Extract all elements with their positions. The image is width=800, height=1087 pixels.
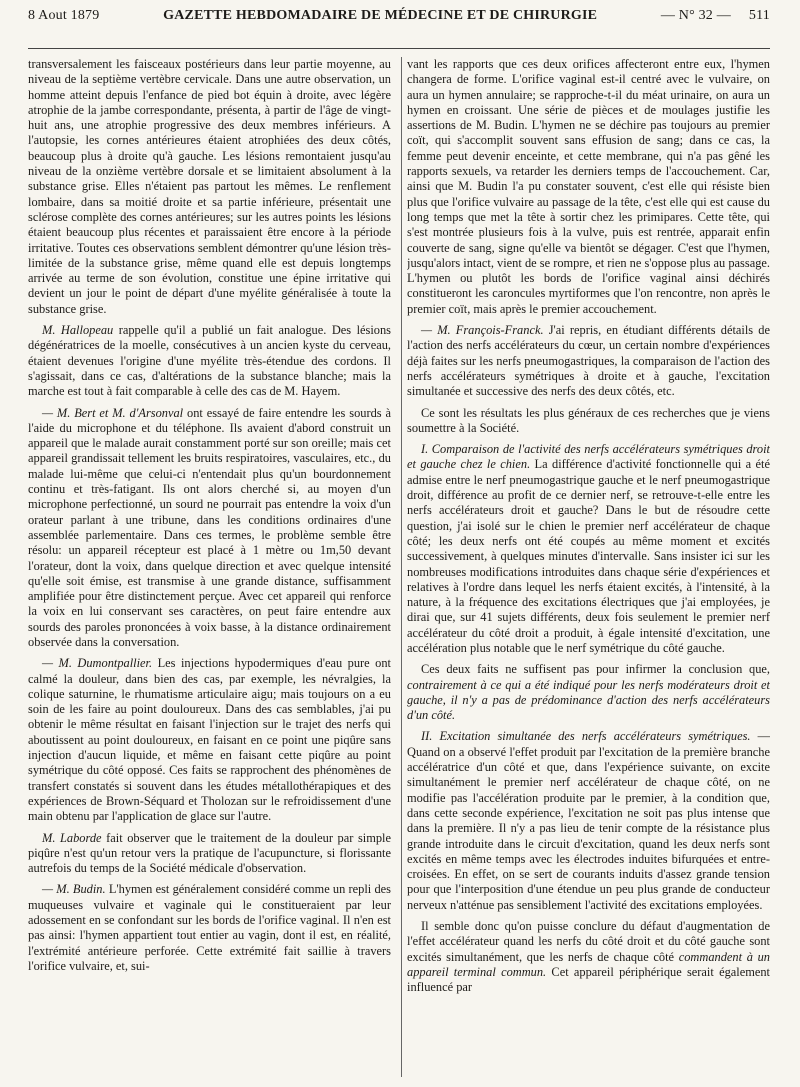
section-heading: I. Comparaison de l'activité des nerfs accélérateurs symétriques droit et gauche chez le chien. xyxy=(407,442,770,472)
paragraph xyxy=(28,831,391,877)
page-number: 511 xyxy=(748,8,770,23)
paragraph-text: rappelle qu'il a publié un fait analogue. Des lésions dégénératrices de la moelle, consécutives à un ancien kyste du cerveau, étaient devenues l'origine d'une myélite très-étendue des cordons. Il s'agissait, dans ce cas, d'altérations de la substance blanche; mais la marche est tout à fait comparable à celle des cas de M. Hayem. xyxy=(28,323,391,399)
paragraph-text: ont essayé de faire entendre les sourds à l'aide du microphone et du téléphone. Ils avaient d'abord construit un appareil que le malade aurait constamment porté sur son oreille; mais cet appareil grandissait tellement les bruits respiratoires, vasculaires, etc., du malade lui-même que celui-ci n'entendait plus qu'un bourdonnement continu et très-fatigant. Ils ont alors cherché si, au moyen d'un microphone perfectionné, un sourd ne pourrait pas entendre la voix d'un orateur parlant à une tribune, dans les conditions ordinaires d'une assemblée parlementaire. Dans ces termes, le problème semble être résolu: un appareil récepteur est placé à 1 mètre ou 1m,50 devant l'orateur, dont la voix, dans quelque direction et avec quelque intensité qu'elle soit émise, est transmise à une grande distance, suffisamment amplifiée pour être distinctement perçue. Avec cet appareil qui renforce la voix en lui conservant ses caractères, on peut faire entendre aux sourds des paroles prononcées à voix basse, à la distance ordinairement observée dans la conversation. xyxy=(28,405,391,649)
speaker-name: — M. Bert et M. d'Arsonval xyxy=(42,405,184,420)
journal-title: GAZETTE HEBDOMADAIRE DE MÉDECINE ET DE CHIRURGIE xyxy=(163,8,598,23)
paragraph xyxy=(407,442,770,656)
paragraph-text: Ces deux faits ne suffisent pas pour infirmer la conclusion que, xyxy=(421,662,770,677)
paragraph-text: Cet appareil périphérique serait également influencé par xyxy=(407,964,770,995)
right-column xyxy=(407,57,770,1082)
section-heading: II. Excitation simultanée des nerfs accélérateurs symétriques. xyxy=(421,729,751,744)
paragraph xyxy=(407,406,770,437)
paragraph xyxy=(28,406,391,651)
speaker-name: — M. Dumontpallier. xyxy=(42,656,153,671)
paragraph-text: J'ai repris, en étudiant différents détails de l'action des nerfs accélérateurs du cœur, un certain nombre d'expériences déjà faites sur les nerfs pneumogastriques, la comparaison de l'action des nerfs accélérateurs symétriques à droite et à gauche, l'excitation simultanée et successive des nerfs des deux côtés, etc. xyxy=(407,323,770,399)
text-columns xyxy=(28,57,770,1082)
issue-date: 8 Aout 1879 xyxy=(28,8,100,23)
paragraph-text: L'hymen est généralement considéré comme un repli des muqueuses vulvaire et vaginale qui le constitueraient par leur adossement en se confondant sur les bords de l'orifice vaginal. Il n'en est pas ainsi: l'hymen appartient tout entier au vagin, dont il est, en réalité, l'extrémité antérieure perforée. Cette extrémité fait saillie à travers l'orifice vulvaire, et, sui- xyxy=(28,882,391,973)
issue-number: — N° 32 — xyxy=(660,8,731,23)
left-column xyxy=(28,57,391,1082)
paragraph-text: transversalement les faisceaux postérieurs dans leur partie moyenne, au niveau de la septième vertèbre cervicale. Dans une autre observation, un homme atteint depuis l'enfance de pied bot équin à droite, avec légère atrophie de la jambe correspondante, présenta, à partir de l'âge de vingt-huit ans, une atrophie progressive des deux membres inférieurs. A l'autopsie, les cornes antérieures étaient atrophiées des deux côtés, beaucoup plus à droite qu'à gauche. Les lésions remontaient jusqu'au niveau de la onzième vertèbre dorsale et se limitaient absolument à la substance grise. Elles n'étaient pas partout les mêmes. Le renflement lombaire, dans sa moitié droite et sa partie inférieure, présentait une sclérose complète des cornes antérieures; sur les autres points les lésions étaient beaucoup plus récentes et paraissaient être encore à la période irritative. Toutes ces observations semblent démontrer qu'une lésion très-limitée de la substance grise, même quand elle est depuis longtemps arrivée au terme de son évolution, constitue une épine irritative qui devient un jour le point de départ d'une myélite généralisée à toute la substance grise. xyxy=(28,57,391,316)
speaker-name: M. Hallopeau xyxy=(42,323,114,338)
emphasized-conclusion: contrairement à ce qui a été indiqué pour les nerfs modérateurs droit et gauche, il n'y a pas de prédominance d'action des nerfs accélérateurs d'un côté. xyxy=(407,677,770,723)
paragraph-text: Ce sont les résultats les plus généraux de ces recherches que je viens soumettre à la Société. xyxy=(407,405,770,435)
running-header xyxy=(28,8,770,49)
paragraph xyxy=(407,919,770,995)
paragraph-text: fait observer que le traitement de la douleur par simple piqûre n'est qu'un retour vers la pratique de l'acupuncture, si florissante autrefois du temps de la Société médicale d'observation. xyxy=(28,830,391,876)
issue-info xyxy=(661,8,770,24)
paragraph-text: Les injections hypodermiques d'eau pure ont calmé la douleur, dans bien des cas, par exemple, les névralgies, la colique saturnine, le rhumatisme articulaire aigu; mais toujours on a eu soin de les faire au point douloureux. Dans des cas semblables, j'ai pu obtenir le même résultat en faisant l'injection sur le trajet des nerfs qui aboutissent au point douloureux, en faisant en ce point une piqûre sans injection d'aucun liquide, et même en faisant cette piqûre au point symétrique du côté opposé. Ces faits se rapprochent des phénomènes de transfert constatés si souvent dans les études métallothérapiques et des expériences de Brown-Séquard et Tholozan sur le refroidissement d'une main obtenu par l'application de glace sur l'autre. xyxy=(28,656,391,824)
paragraph xyxy=(407,57,770,317)
speaker-name: M. Laborde xyxy=(42,830,102,845)
paragraph xyxy=(28,323,391,399)
paragraph xyxy=(28,882,391,974)
column-divider xyxy=(401,57,402,1077)
paragraph xyxy=(407,323,770,399)
emphasized-conclusion: commandent à un appareil terminal commun. xyxy=(407,949,770,979)
paragraph xyxy=(407,662,770,723)
paragraph-text: La différence d'activité fonctionnelle qui a été admise entre le nerf pneumogastrique gauche et le nerf pneumogastrique droit, différence au profit de ce dernier nerf, se retrouve-t-elle entre les nerfs accélérateurs droit et gauche? Dans le but de résoudre cette question, j'ai isolé sur le chien le premier nerf accélérateur de chaque côté; les deux nerfs ont été coupés au même moment et excités successivement, à quelques minutes d'intervalle. Sans insister ici sur les nombreuses modifications introduites dans chaque série d'expériences et relatives à l'ordre dans lequel les nerfs étaient excités, à l'intensité, à la nature, à la fréquence des excitations électriques que j'ai employées, je dirai que, sur 41 sujets différents, deux fois seulement le premier nerf accélérateur du côté droit a produit, à égale intensité d'excitation, une accélération plus notable que le nerf symétrique du côté gauche. xyxy=(407,457,770,655)
speaker-name: — M. François-Franck. xyxy=(421,323,544,338)
paragraph xyxy=(28,57,391,317)
speaker-name: — M. Budin. xyxy=(42,882,106,897)
paragraph-text: vant les rapports que ces deux orifices affecteront entre eux, l'hymen changera de forme. L'orifice vaginal est-il centré avec le vulvaire, on aura un hymen annulaire; se rapproche-t-il du méat urinaire, on aura un hymen en croissant. Une série de pièces et de moulages justifie les assertions de M. Budin. L'hymen ne se déchire pas toujours au premier coït, qui s'accomplit souvent sans effusion de sang; dans ce cas, la femme peut devenir enceinte, et cette membrane, qui n'a pas gêné les rapports sexuels, va retarder les derniers temps de l'accouchement. Car, ainsi que M. Budin l'a pu constater souvent, c'est elle qui résiste bien plus que l'orifice vulvaire au passage de la tête, c'est elle qui est cause du long temps que met la tête à sortir chez les primipares. Cette tête, qui s'est montrée plusieurs fois à la vulve, puis est rentrée, apparait enfin couverte de sang, signe qu'elle va bientôt se dégager. C'est que l'hymen, jusqu'alors intact, vient de se rompre, et rien ne s'oppose plus au passage. L'hymen ou plutôt les bords de l'orifice vaginal ainsi déchirés constitueront les caroncules myrtiformes que l'on rencontre, non après le premier coït, mais après le premier accouchement. xyxy=(407,57,770,316)
paragraph-text: — Quand on a observé l'effet produit par l'excitation de la première branche accélératrice d'un côté et que, dans l'expérience suivante, on excite simultanément le premier nerf accélérateur de chaque côté, on ne modifie pas l'accélération produite par le premier, à la condition que, dans cette seconde expérience, l'excitation ne soit pas plus intense que dans la première. Il n'y a pas lieu de tenir compte de la résistance plus grande introduite dans le circuit d'excitation, quand les deux nerfs sont excités en même temps avec les électrodes induites bifurquées et entre-croisées. En effet, on se sert de courants induits d'assez grande tension pour que l'interposition d'une étendue un peu plus grande de conducteur nerveux n'atténue pas sensiblement l'activité des excitations employées. xyxy=(407,729,770,912)
paragraph xyxy=(28,656,391,824)
paragraph-text: Il semble donc qu'on puisse conclure du défaut d'augmentation de l'effet accélérateur quand les nerfs du côté droit et du côté gauche sont excités simultanément, que les nerfs de chaque côté xyxy=(407,919,770,964)
paragraph xyxy=(407,729,770,913)
